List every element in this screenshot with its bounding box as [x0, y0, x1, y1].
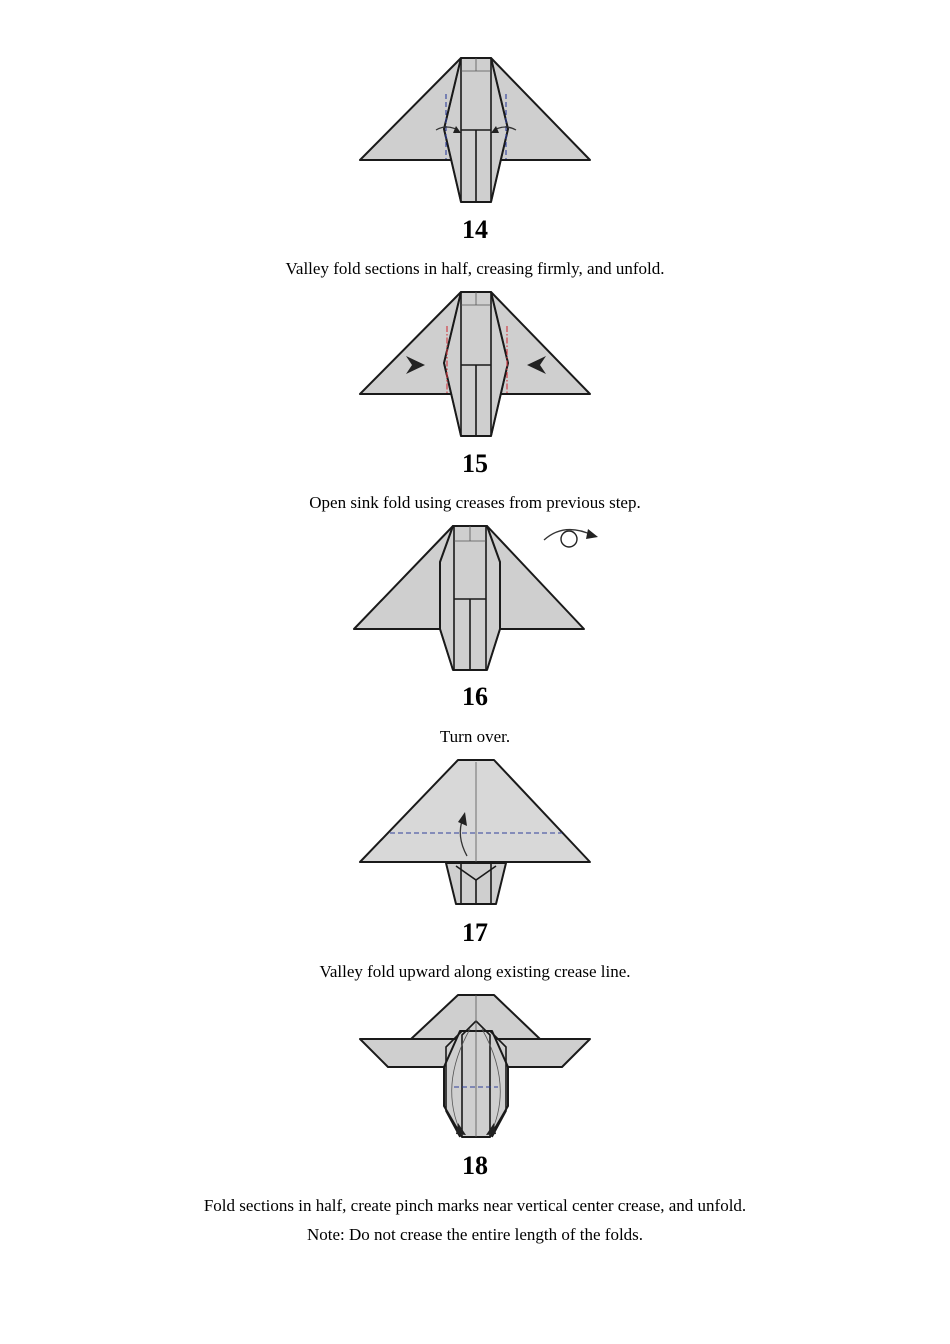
step-14-number: 14	[462, 215, 488, 244]
step-15-caption: Open sink fold using creases from previous step.	[309, 493, 641, 512]
step-16-caption: Turn over.	[439, 727, 511, 746]
step-17-caption: Valley fold upward along existing crease line.	[319, 962, 631, 981]
step-18-caption: Fold sections in half, create pinch marks near vertical center crease, and unfold.	[203, 1196, 747, 1215]
note-text: Note: Do not crease the entire length of the folds.	[306, 1225, 644, 1244]
step-16-diagram	[350, 522, 600, 672]
step-14-diagram	[350, 54, 600, 204]
turn-over-icon	[544, 529, 598, 547]
step-18-diagram	[350, 991, 600, 1141]
step-14-caption: Valley fold sections in half, creasing firmly, and unfold.	[285, 259, 665, 278]
step-16-number: 16	[462, 682, 488, 711]
step-15-diagram	[350, 288, 600, 438]
step-17-diagram	[350, 756, 600, 906]
step-17-number: 17	[462, 918, 488, 947]
step-15-number: 15	[462, 449, 488, 478]
step-18-number: 18	[462, 1151, 488, 1180]
